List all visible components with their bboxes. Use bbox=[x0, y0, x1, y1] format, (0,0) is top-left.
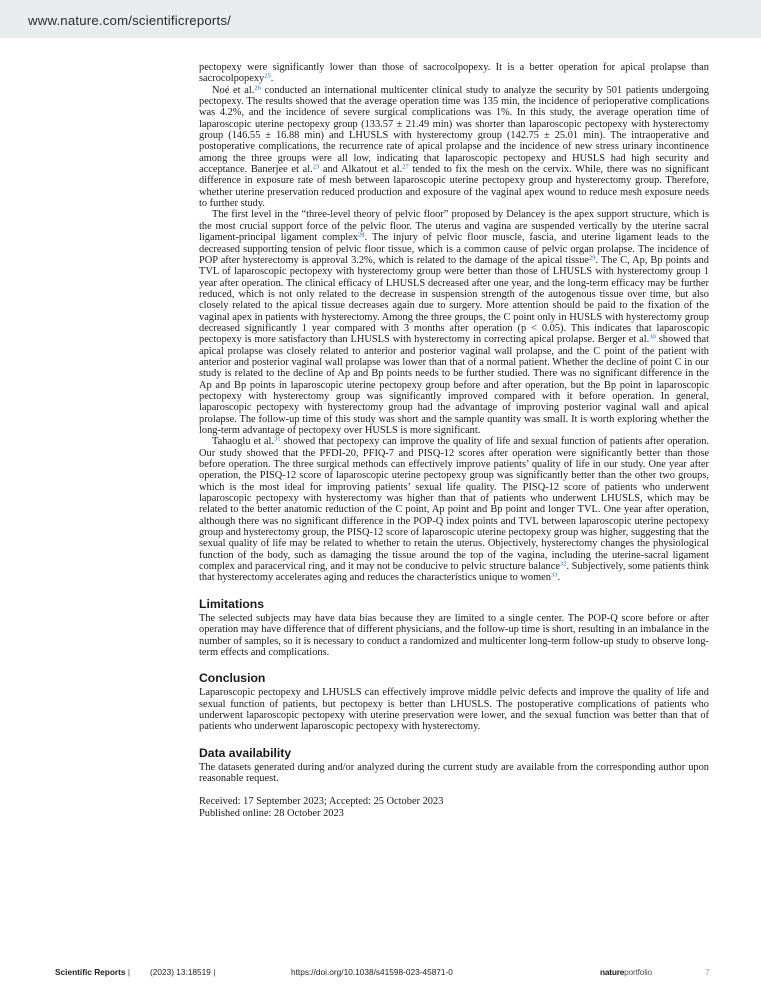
citation-ref[interactable]: 33 bbox=[550, 571, 558, 579]
header-bar bbox=[0, 0, 761, 38]
limitations-text: The selected subjects may have data bias because they are limited to a single center. The POP-Q score before or after operation may have difference that of different physicians, and the follow-up time is short, resulting in an imbalance in the number of samples, so it is necessary to conduct a randomized and multicenter long-term follow-up study to observe long-term effects and complications. bbox=[199, 612, 709, 658]
volume-info: (2023) 13:18519 | bbox=[150, 967, 216, 977]
citation-ref[interactable]: 30 bbox=[649, 333, 656, 341]
citation-ref[interactable]: 31 bbox=[274, 435, 281, 443]
data-availability-text: The datasets generated during and/or analyzed during the current study are available from the corresponding author upon reasonable request. bbox=[199, 761, 709, 784]
paragraph: Noé et al.$^{26}$ conducted an international multicenter clinical study to analyze the security by 501 patients undergoing pectopexy. The results showed that the average operation time was 135 min, the incidence of perioperative complications was 4.2%, and the incidence of severe surgical complications was 1%. In this study, the average operation time of laparoscopic uterine pectopexy group (133.57 ± 21.49 min) was shorter than laparoscopic pectopexy with hysterectomy group (146.55 ± 16.88 min) and LHUSLS with hysterectomy group (142.75 ± 25.01 min). The intraoperative and postoperative complications, the recurrence rate of apical prolapse and the incidence of new stress urinary incontinence among the three groups were all low, indicating that laparoscopic pectopexy and HUSLS had high security and acceptance. Banerjee et al.$^{23}$ and Alkatout et al.$^{27}$ tended to fix the mesh on the cervix. While, there was no significant difference in exposure rate of mesh between laparoscopic uterine pectopexy group and hysterectomy group. Therefore, whether uterine preservation reduced production and exposure of the vaginal apex wound to reduce mesh exposure needs to further study. bbox=[199, 84, 709, 210]
journal-name: Scientific Reports | bbox=[55, 967, 131, 977]
page-number: 7 bbox=[705, 967, 710, 977]
citation-ref[interactable]: 29 bbox=[589, 254, 596, 262]
citation-ref[interactable]: 23 bbox=[312, 163, 320, 171]
article-body bbox=[199, 62, 709, 819]
paragraph: The first level in the “three-level theory of pelvic floor” proposed by Delancey is the apex support structure, which is the most crucial support force of the pelvic floor. The uterus and vagina are suspended vertically by the uterine sacral ligament-principal ligament complex$^{28}$. The injury of pelvic floor muscle, fascia, and uterine ligament leads to the decreased supporting tension of pelvic floor tissue, which is a common cause of pelvic organ prolapse. The incidence of POP after hysterectomy is approval 3.2%, which is related to the damage of the apical tissue$^{29}$. The C, Ap, Bp points and TVL of laparoscopic pectopexy with hysterectomy group were better than those of LHUSLS with hysterectomy group 1 year after operation. The clinical efficacy of LHUSLS decreased after one year, and the long-term efficacy may be further reduced, which is not only related to the decrease in suspension strength of the autogenous tissue over time, but also closely related to the apical tissue decreases again due to surgery. More attention should be paid to the fixation of the vaginal apex in patients with hysterectomy. Among the three groups, the C point only in HUSLS with hysterectomy group decreased significantly 1 year compared with 3 months after operation (p < 0.05). This indicates that laparoscopic pectopexy is more satisfactory than LHUSLS with hysterectomy in correcting apical prolapse. Berger et al.$^{30}$ showed that apical prolapse was closely related to anterior and posterior vaginal wall prolapse, and the C point of the patient with anterior and posterior vaginal wall prolapse was lower than that of a normal patient. Whether the decline of point C in our study is related to the decline of Ap and Bp points needs to be further studied. There was no significant difference in the Ap and Bp points in laparoscopic uterine pectopexy group before and after operation, but the Bp point in laparoscopic pectopexy with hysterectomy group was significantly improved compared with it before operation. In general, laparoscopic pectopexy with hysterectomy group had the advantage of improving posterior vaginal wall and apical prolapse. The follow-up time of this study was short and the sample quantity was small. It is worth exploring whether the long-term advantage of pectopexy over HUSLS is more significant. bbox=[199, 209, 710, 436]
page-footer bbox=[0, 966, 761, 980]
paragraph: pectopexy were significantly lower than those of sacrocolpopexy. It is a better operation for apical prolapse than sacrocolpopexy$^{25}$. bbox=[199, 62, 709, 85]
nature-portfolio-logo: natureportfolio bbox=[600, 967, 652, 977]
paragraph: Tahaoglu et al.$^{31}$ showed that pectopexy can improve the quality of life and sexual function of patients after operation. Our study showed that the PFDI-20, PFIQ-7 and PISQ-12 scores after operation were significantly better than those before operation. The three surgical methods can effectively improve patients’ quality of life in our study. One year after operation, the PISQ-12 score of laparoscopic uterine pectopexy group was significantly better than the other two groups, which is the most ideal for improving patients’ sexual life quality. The PISQ-12 score of patients who underwent laparoscopic pectopexy with hysterectomy was higher than that of patients who underwent LHUSLS, which may be related to the better anatomic reduction of the C point, Ap point and Bp point and longer TVL. One year after operation, although there was no significant difference in the POP-Q index points and TVL between laparoscopic uterine pectopexy group and hysterectomy group, the PISQ-12 score of laparoscopic uterine pectopexy group was higher, suggesting that the sexual quality of life may be related to whether to retain the uterus. Objectively, hysterectomy changes the physiological function of the body, such as damaging the tissue around the top of the vagina, including the uterine-sacral ligament complex and paracervical ring, and it may not be conducive to pelvic structure balance$^{32}$. Subjectively, some patients think that hysterectomy accelerates aging and reduces the characteristics unique to women$^{33}$. bbox=[199, 435, 709, 584]
citation-ref[interactable]: 25 bbox=[264, 72, 271, 80]
conclusion-text: Laparoscopic pectopexy and LHUSLS can effectively improve middle pelvic defects and improve the quality of life and sexual function of patients, but pectopexy is better than LHUSLS. The postoperative complications of patients who underwent laparoscopic pectopexy with uterine preservation were lower, and the sexual function was better than that of patients who underwent laparoscopic pectopexy with hysterectomy. bbox=[199, 687, 709, 733]
citation-ref[interactable]: 32 bbox=[559, 560, 567, 568]
limitations-heading: Limitations bbox=[199, 596, 265, 611]
citation-ref[interactable]: 26 bbox=[254, 84, 261, 92]
conclusion-heading: Conclusion bbox=[199, 671, 266, 686]
published-date: Published online: 28 October 2023 bbox=[199, 807, 344, 819]
site-url-link[interactable]: www.nature.com/scientificreports/ bbox=[28, 13, 232, 28]
data-availability-heading: Data availability bbox=[199, 745, 292, 760]
citation-ref[interactable]: 28 bbox=[358, 231, 365, 239]
received-accepted-dates: Received: 17 September 2023; Accepted: 25 October 2023 bbox=[199, 796, 444, 808]
citation-ref[interactable]: 27 bbox=[402, 163, 409, 171]
doi-link[interactable]: https://doi.org/10.1038/s41598-023-45871-0 bbox=[291, 967, 453, 977]
